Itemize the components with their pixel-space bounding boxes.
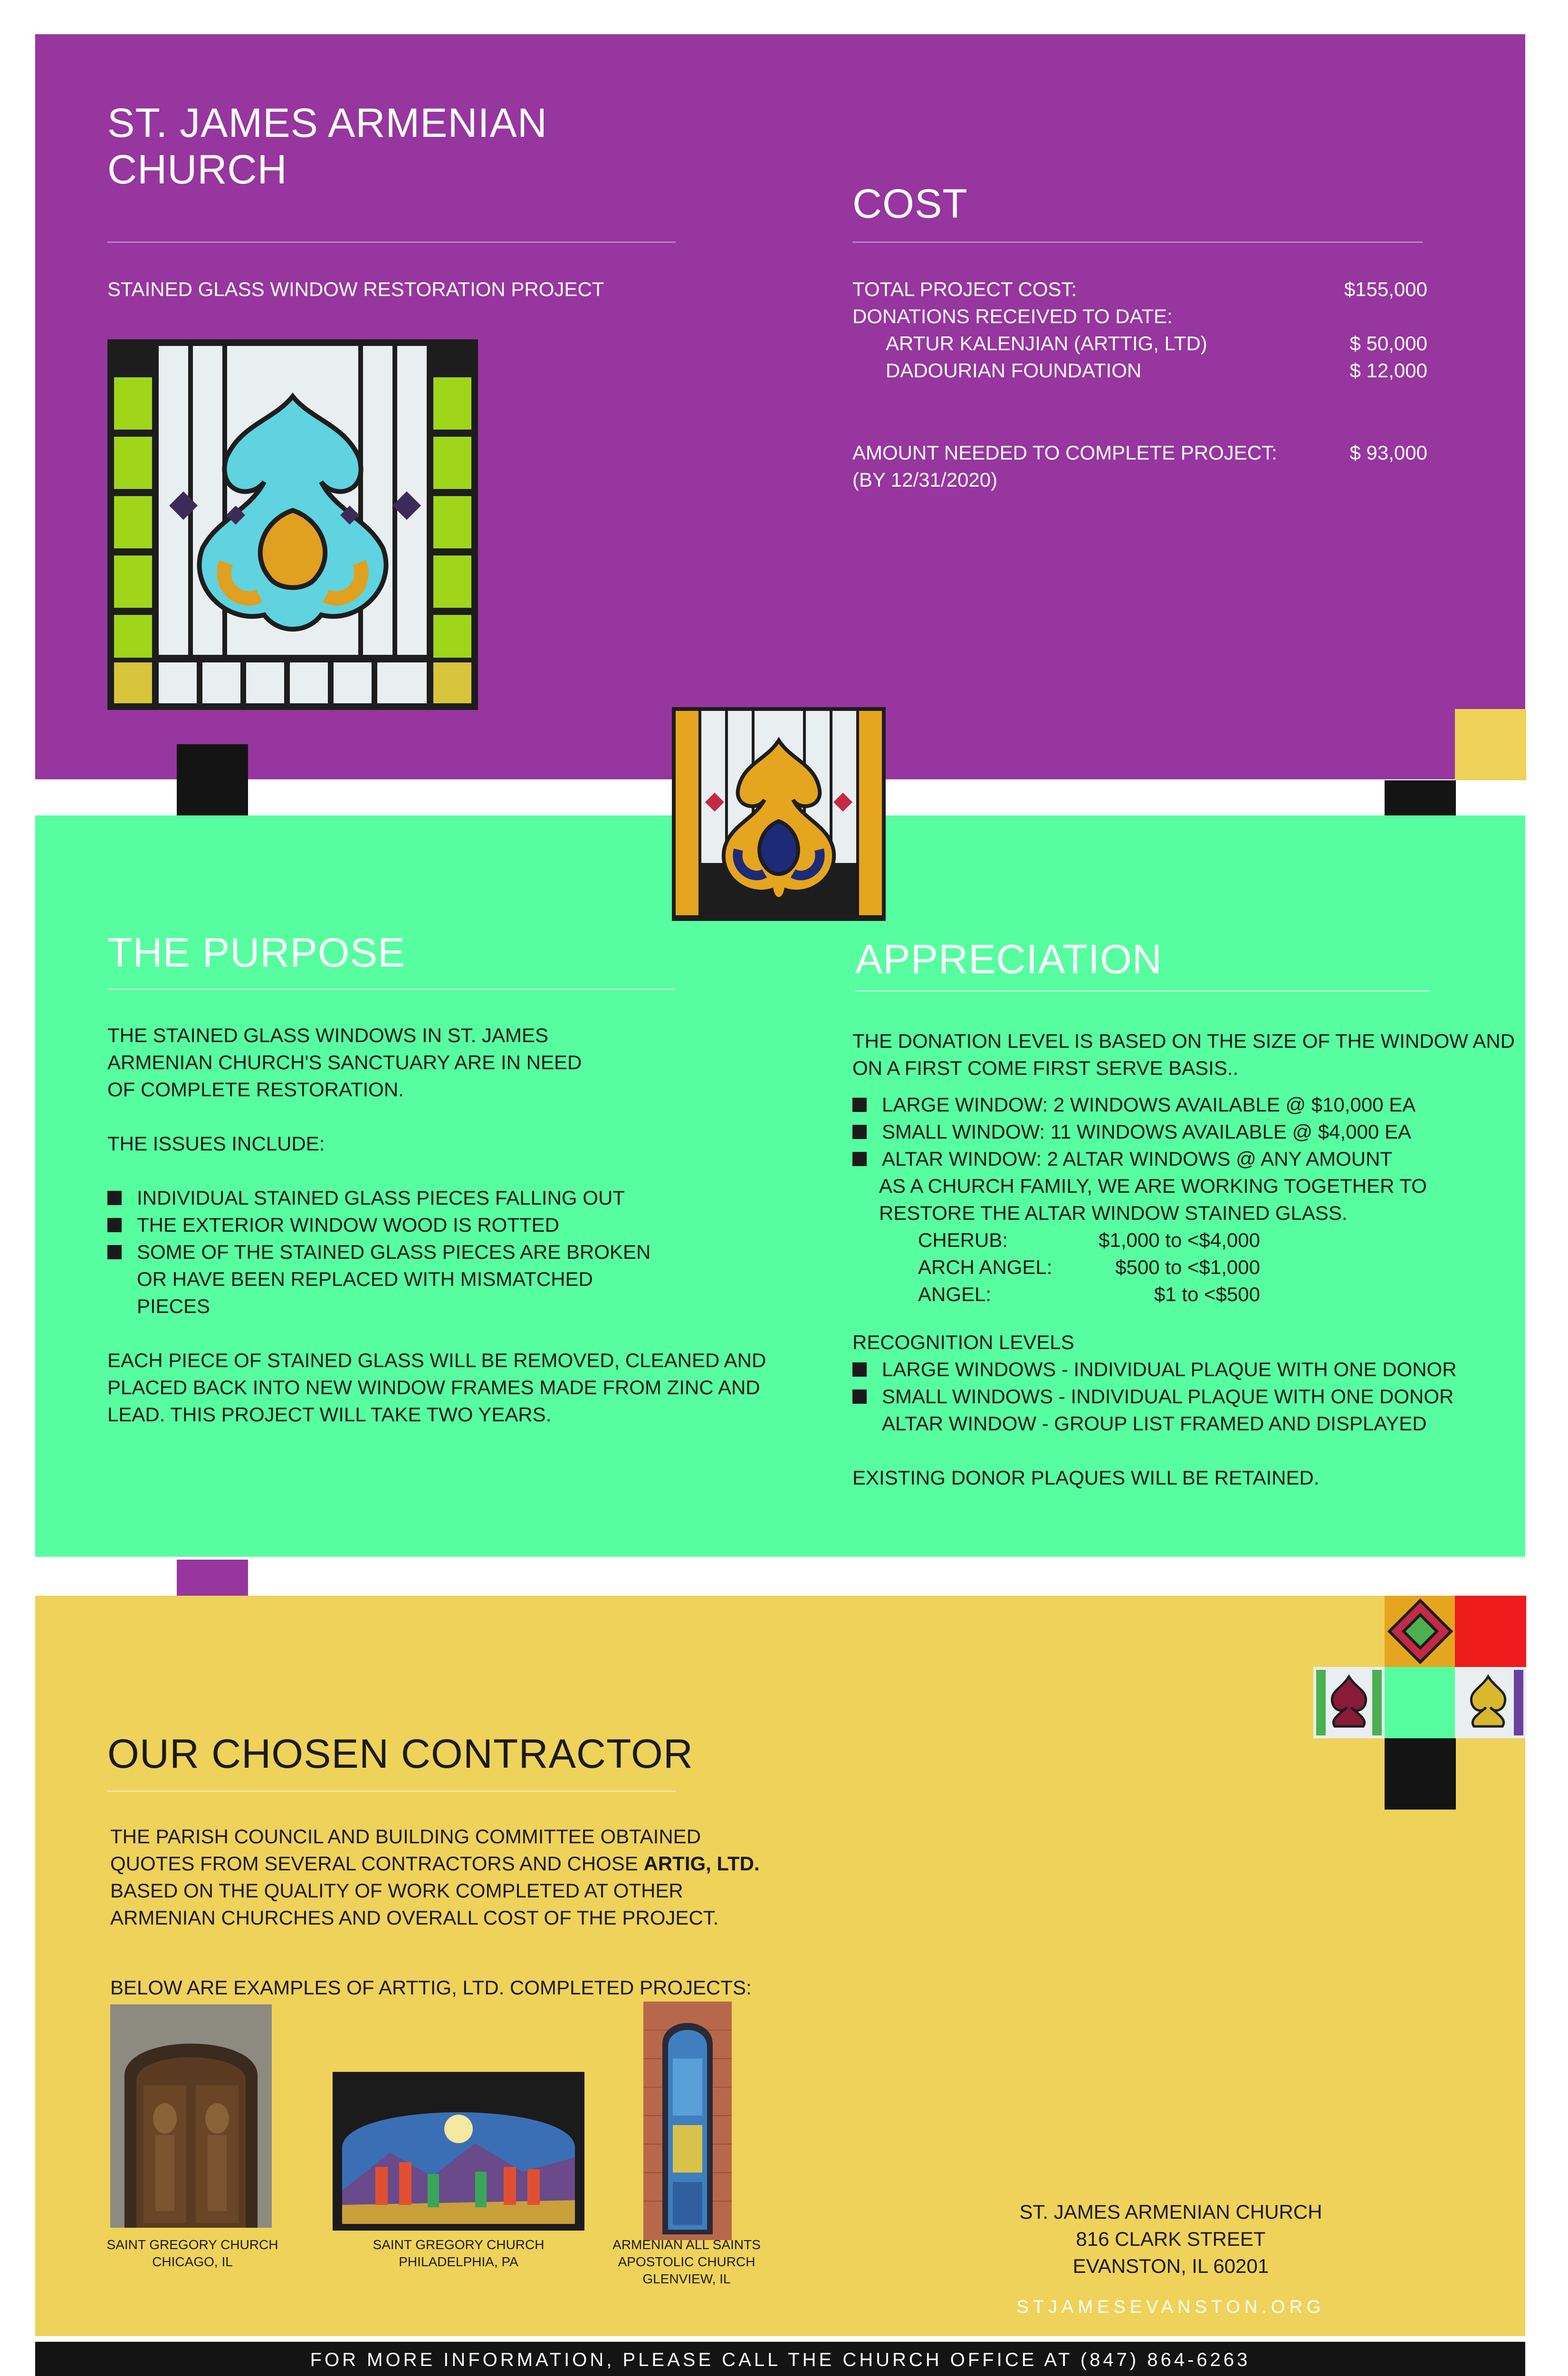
contractor-name: ARTIG, LTD. bbox=[643, 1852, 760, 1875]
recognition-label: RECOGNITION LEVELS bbox=[852, 1331, 1074, 1353]
appreciation-intro: THE DONATION LEVEL IS BASED ON THE SIZE OF THE WINDOW AND ON A FIRST COME FIRST SERVE BASIS.. bbox=[852, 1030, 1515, 1079]
recognition-altar: ALTAR WINDOW - GROUP LIST FRAMED AND DISPLAYED bbox=[882, 1412, 1427, 1435]
example-caption-philadelphia: SAINT GREGORY CHURCH PHILADELPHIA, PA bbox=[373, 2237, 545, 2269]
address-street: 816 CLARK STREET bbox=[1076, 2228, 1266, 2250]
purpose-issue-item: INDIVIDUAL STAINED GLASS PIECES FALLING OUT bbox=[107, 1184, 692, 1211]
donation-level-item: SMALL WINDOW: 11 WINDOWS AVAILABLE @ $4,000 EA bbox=[852, 1118, 1518, 1145]
donation-level-item: LARGE WINDOW: 2 WINDOWS AVAILABLE @ $10,000 EA bbox=[852, 1091, 1518, 1118]
amount-needed-value: $ 93,000 bbox=[1349, 441, 1427, 464]
purpose-heading: THE PURPOSE bbox=[107, 930, 406, 976]
decor-square-black bbox=[177, 744, 248, 815]
decor-square-red-2 bbox=[1455, 1596, 1526, 1667]
appreciation-divider bbox=[855, 990, 1430, 992]
decor-square-green-2 bbox=[1385, 1667, 1456, 1738]
example-photo-glenview bbox=[643, 2002, 732, 2240]
cost-heading: COST bbox=[852, 181, 968, 227]
footer-text: FOR MORE INFORMATION, PLEASE CALL THE CHURCH OFFICE AT (847) 864-6263 bbox=[310, 2349, 1251, 2370]
church-title: ST. JAMES ARMENIAN CHURCH bbox=[107, 100, 547, 192]
mosaic-tile-window-3 bbox=[1455, 1667, 1526, 1738]
tier-range: $1 to <$500 bbox=[1154, 1283, 1260, 1305]
example-caption-glenview: ARMENIAN ALL SAINTS APOSTOLIC CHURCH GLENVIEW, IL bbox=[612, 2237, 761, 2286]
amount-needed bbox=[852, 439, 1427, 496]
amount-needed-label: AMOUNT NEEDED TO COMPLETE PROJECT: bbox=[852, 441, 1277, 464]
tier-range: $500 to <$1,000 bbox=[1115, 1256, 1260, 1278]
purpose-divider bbox=[107, 988, 676, 990]
recognition-item: SMALL WINDOWS - INDIVIDUAL PLAQUE WITH ONE DONOR bbox=[852, 1383, 1527, 1410]
contractor-text-2: BASED ON THE QUALITY OF WORK COMPLETED AT OTHER ARMENIAN CHURCHES AND OVERALL COST OF THE PROJECT. bbox=[110, 1879, 719, 1929]
stained-glass-window-image-2 bbox=[672, 707, 886, 921]
cost-row-dadourian: DADOURIAN FOUNDATION $ 12,000 bbox=[886, 359, 1427, 382]
cost-table bbox=[852, 276, 1427, 432]
church-address bbox=[981, 2198, 1361, 2280]
decor-square-black-3 bbox=[1385, 1738, 1456, 1810]
address-city: EVANSTON, IL 60201 bbox=[1072, 2255, 1269, 2277]
tier-name: ARCH ANGEL: bbox=[918, 1256, 1052, 1278]
example-photo-chicago bbox=[110, 2004, 272, 2228]
amount-needed-deadline: (BY 12/31/2020) bbox=[852, 469, 998, 491]
plaques-retained: EXISTING DONOR PLAQUES WILL BE RETAINED. bbox=[852, 1466, 1319, 1489]
address-name: ST. JAMES ARMENIAN CHURCH bbox=[1019, 2201, 1322, 2223]
contractor-divider bbox=[107, 1791, 676, 1792]
tier-range: $1,000 to <$4,000 bbox=[1099, 1229, 1260, 1251]
purpose-issue-item: SOME OF THE STAINED GLASS PIECES ARE BROKEN OR HAVE BEEN REPLACED WITH MISMATCHED PIECES bbox=[107, 1238, 660, 1320]
cost-row-total: TOTAL PROJECT COST: $155,000 bbox=[852, 278, 1427, 300]
example-caption-chicago: SAINT GREGORY CHURCH CHICAGO, IL bbox=[106, 2237, 278, 2269]
contractor-heading: OUR CHOSEN CONTRACTOR bbox=[107, 1731, 694, 1777]
purpose-closing: EACH PIECE OF STAINED GLASS WILL BE REMOVED, CLEANED AND PLACED BACK INTO NEW WINDOW FRAMES MADE FROM ZINC AND LEAD. THIS PROJECT WILL TAKE TWO YEARS. bbox=[107, 1349, 766, 1426]
altar-note: AS A CHURCH FAMILY, WE ARE WORKING TOGETHER TO RESTORE THE ALTAR WINDOW STAINED GLASS. bbox=[879, 1175, 1427, 1224]
tier-name: CHERUB: bbox=[918, 1229, 1008, 1251]
mosaic-tile-window-2 bbox=[1313, 1667, 1385, 1738]
purpose-intro: THE STAINED GLASS WINDOWS IN ST. JAMES ARMENIAN CHURCH'S SANCTUARY ARE IN NEED OF COMPLETE RESTORATION. bbox=[107, 1024, 582, 1101]
decor-square-purple-2 bbox=[177, 1560, 248, 1596]
recognition-item: LARGE WINDOWS - INDIVIDUAL PLAQUE WITH ONE DONOR bbox=[852, 1356, 1527, 1383]
contractor-text: THE PARISH COUNCIL AND BUILDING COMMITTEE OBTAINED QUOTES FROM SEVERAL CONTRACTORS AND CHOSE bbox=[110, 1825, 701, 1875]
donation-levels-list bbox=[852, 1091, 1518, 1172]
contractor-paragraph bbox=[110, 1823, 785, 1931]
purpose-issue-item: THE EXTERIOR WINDOW WOOD IS ROTTED bbox=[107, 1211, 692, 1238]
cost-row-donations: DONATIONS RECEIVED TO DATE: bbox=[852, 305, 1173, 327]
examples-label: BELOW ARE EXAMPLES OF ARTTIG, LTD. COMPLETED PROJECTS: bbox=[110, 1976, 752, 1999]
donation-level-item: ALTAR WINDOW: 2 ALTAR WINDOWS @ ANY AMOUNT bbox=[852, 1145, 1518, 1172]
stained-glass-window-image bbox=[107, 339, 478, 710]
recognition-list bbox=[852, 1356, 1527, 1410]
altar-tiers bbox=[918, 1226, 1260, 1312]
cost-row-kalenjian: ARTUR KALENJIAN (ARTTIG, LTD) $ 50,000 bbox=[886, 332, 1427, 354]
website-link[interactable]: STJAMESEVANSTON.ORG bbox=[1016, 2297, 1325, 2317]
project-subtitle: STAINED GLASS WINDOW RESTORATION PROJECT bbox=[107, 278, 604, 300]
purpose-issues-list bbox=[107, 1184, 692, 1320]
purpose-issues-label: THE ISSUES INCLUDE: bbox=[107, 1132, 325, 1155]
tier-name: ANGEL: bbox=[918, 1283, 992, 1305]
mosaic-tile-window bbox=[1385, 1596, 1456, 1667]
cost-divider bbox=[852, 241, 1423, 243]
title-divider bbox=[107, 241, 676, 243]
appreciation-heading: APPRECIATION bbox=[855, 937, 1162, 982]
decor-square-yellow bbox=[1455, 709, 1526, 780]
example-photo-philadelphia bbox=[333, 2072, 584, 2231]
